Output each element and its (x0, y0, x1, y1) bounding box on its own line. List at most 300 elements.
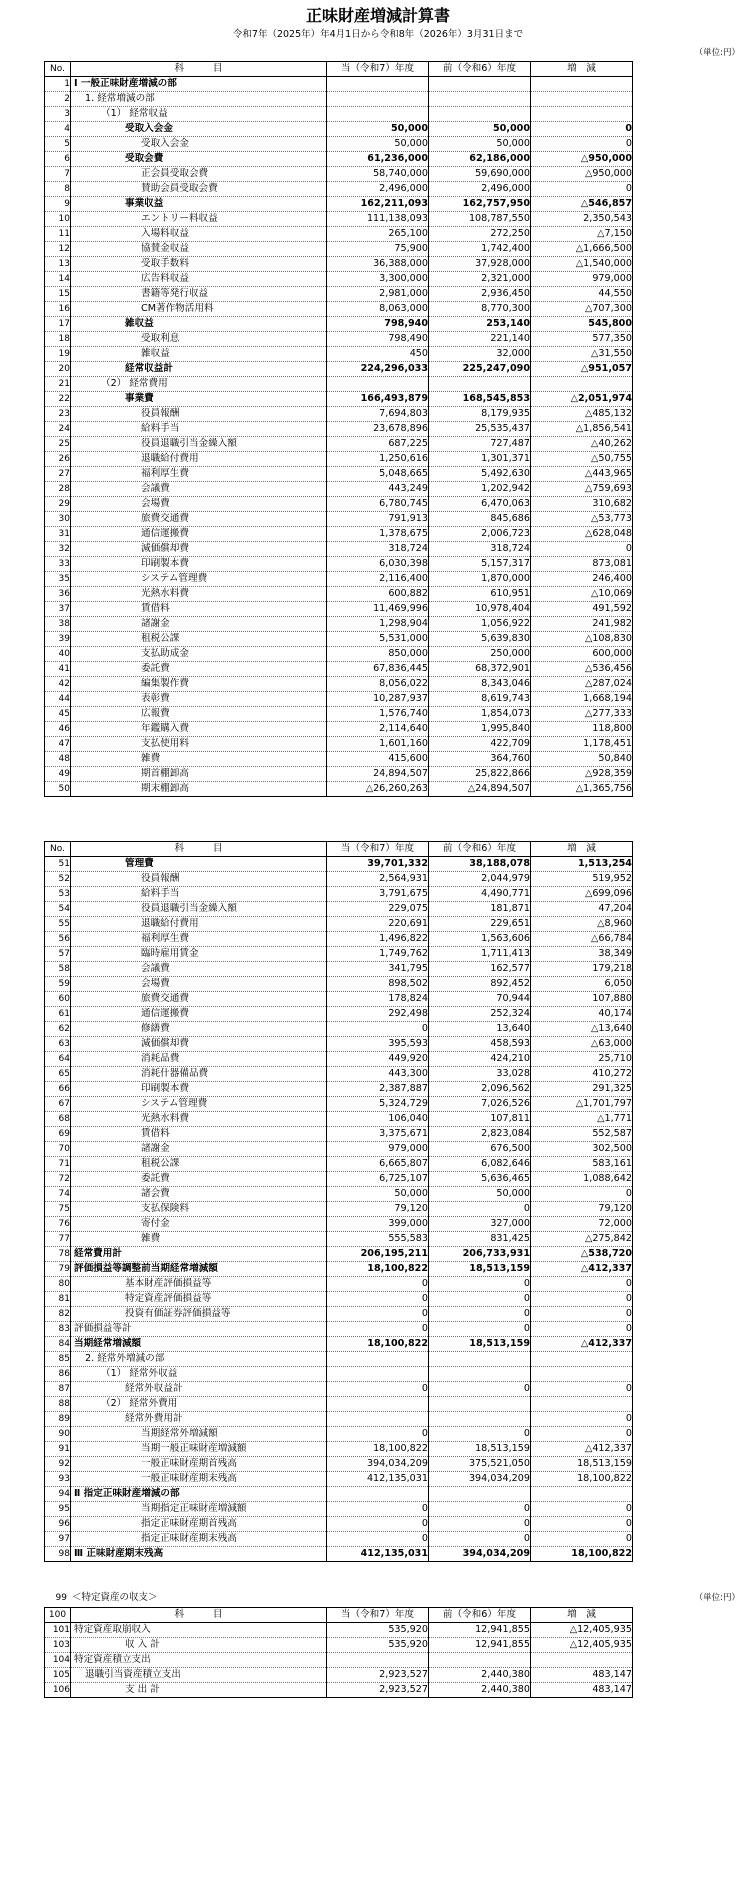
table-row (45, 1382, 633, 1397)
change-value: △1,666,500 (531, 242, 633, 257)
change-value: △13,640 (531, 1022, 633, 1037)
table-row (45, 1067, 633, 1082)
current-year-value: 50,000 (327, 1187, 429, 1202)
prior-year-value: 12,941,855 (429, 1638, 531, 1653)
change-value: 1,513,254 (531, 857, 633, 872)
current-year-value: 5,048,665 (327, 467, 429, 482)
row-number: 56 (45, 932, 71, 947)
prior-year-value: 318,724 (429, 542, 531, 557)
prior-year-value (429, 1487, 531, 1502)
row-label: 給料手当 (71, 422, 327, 437)
prior-year-value: 364,760 (429, 752, 531, 767)
change-value: 979,000 (531, 272, 633, 287)
prior-year-value: 59,690,000 (429, 167, 531, 182)
prior-year-value: 5,639,830 (429, 632, 531, 647)
row-number: 106 (45, 1683, 71, 1698)
row-label: 会議費 (71, 482, 327, 497)
table-row (45, 1262, 633, 1277)
row-label: 光熱水料費 (71, 587, 327, 602)
row-label: 通信運搬費 (71, 1007, 327, 1022)
row-number: 98 (45, 1547, 71, 1562)
table-row (45, 1202, 633, 1217)
row-number: 90 (45, 1427, 71, 1442)
row-number: 3 (45, 107, 71, 122)
row-number: 95 (45, 1502, 71, 1517)
row-label: 会議費 (71, 962, 327, 977)
change-value: 0 (531, 1517, 633, 1532)
row-number: 81 (45, 1292, 71, 1307)
row-number: 71 (45, 1157, 71, 1172)
row-number: 24 (45, 422, 71, 437)
current-year-value: 36,388,000 (327, 257, 429, 272)
table-row (45, 1217, 633, 1232)
current-year-value: 23,678,896 (327, 422, 429, 437)
table-row (45, 227, 633, 242)
change-value: 1,088,642 (531, 1172, 633, 1187)
current-year-value: 415,600 (327, 752, 429, 767)
table-row (45, 482, 633, 497)
statement-table-part1 (44, 61, 633, 797)
row-number: 37 (45, 602, 71, 617)
special-assets-heading: ＜特定資産の収支＞ (72, 1592, 158, 1603)
prior-year-value: 5,157,317 (429, 557, 531, 572)
current-year-value: 5,531,000 (327, 632, 429, 647)
row-number: 11 (45, 227, 71, 242)
current-year-value: 18,100,822 (327, 1442, 429, 1457)
current-year-value: 535,920 (327, 1623, 429, 1638)
row-label: 退職給付費用 (71, 917, 327, 932)
table-row (45, 1232, 633, 1247)
change-value (531, 377, 633, 392)
row-label: 事業費 (71, 392, 327, 407)
change-value: 0 (531, 1412, 633, 1427)
row-number: 20 (45, 362, 71, 377)
table-row (45, 362, 633, 377)
current-year-value: 10,287,937 (327, 692, 429, 707)
table-row (45, 977, 633, 992)
current-year-value: 0 (327, 1322, 429, 1337)
change-value: △63,000 (531, 1037, 633, 1052)
row-number: 103 (45, 1638, 71, 1653)
change-value: 118,800 (531, 722, 633, 737)
prior-year-value: 50,000 (429, 1187, 531, 1202)
prior-year-value: 8,619,743 (429, 692, 531, 707)
change-value: △1,856,541 (531, 422, 633, 437)
row-label: 受取入会金 (71, 137, 327, 152)
prior-year-value (429, 1352, 531, 1367)
current-year-value: 0 (327, 1022, 429, 1037)
row-label: 雑費 (71, 1232, 327, 1247)
change-value: 552,587 (531, 1127, 633, 1142)
row-number: 29 (45, 497, 71, 512)
row-label: エントリー料収益 (71, 212, 327, 227)
table-row (45, 467, 633, 482)
current-year-value: 229,075 (327, 902, 429, 917)
header-prior-year: 前（令和6）年度 (429, 1608, 531, 1623)
row-label: 諸謝金 (71, 1142, 327, 1157)
header-no: 100 (45, 1608, 71, 1623)
row-number: 39 (45, 632, 71, 647)
change-value: 179,218 (531, 962, 633, 977)
table-row (45, 542, 633, 557)
current-year-value: 0 (327, 1382, 429, 1397)
table-row (45, 422, 633, 437)
row-label: 雑収益 (71, 347, 327, 362)
change-value: △287,024 (531, 677, 633, 692)
change-value: 0 (531, 182, 633, 197)
current-year-value: 394,034,209 (327, 1457, 429, 1472)
current-year-value: 1,496,822 (327, 932, 429, 947)
row-label: 特定資産評価損益等 (71, 1292, 327, 1307)
prior-year-value: 38,188,078 (429, 857, 531, 872)
row-number: 27 (45, 467, 71, 482)
table-row (45, 122, 633, 137)
prior-year-value: 2,096,562 (429, 1082, 531, 1097)
change-value: △412,337 (531, 1337, 633, 1352)
change-value: 545,800 (531, 317, 633, 332)
current-year-value: 1,378,675 (327, 527, 429, 542)
row-number: 7 (45, 167, 71, 182)
row-number: 22 (45, 392, 71, 407)
prior-year-value: 2,006,723 (429, 527, 531, 542)
row-number: 33 (45, 557, 71, 572)
prior-year-value: 0 (429, 1322, 531, 1337)
current-year-value (327, 92, 429, 107)
row-number: 69 (45, 1127, 71, 1142)
prior-year-value: 2,936,450 (429, 287, 531, 302)
current-year-value: 979,000 (327, 1142, 429, 1157)
change-value: △699,096 (531, 887, 633, 902)
row-number: 68 (45, 1112, 71, 1127)
table-row (45, 347, 633, 362)
row-number: 104 (45, 1653, 71, 1668)
change-value: 50,840 (531, 752, 633, 767)
prior-year-value: 50,000 (429, 122, 531, 137)
prior-year-value: 831,425 (429, 1232, 531, 1247)
change-value: 583,161 (531, 1157, 633, 1172)
row-label: 賃借料 (71, 1127, 327, 1142)
row-number: 18 (45, 332, 71, 347)
current-year-value: 162,211,093 (327, 197, 429, 212)
row-label: Ⅲ 正味財産期末残高 (71, 1547, 327, 1562)
row-label: 印刷製本費 (71, 1082, 327, 1097)
row-number: 89 (45, 1412, 71, 1427)
current-year-value: 3,375,671 (327, 1127, 429, 1142)
row-label: 役員退職引当金繰入額 (71, 902, 327, 917)
table-row (45, 272, 633, 287)
row-number: 60 (45, 992, 71, 1007)
header-item: 科 目 (71, 1608, 327, 1623)
current-year-value: 449,920 (327, 1052, 429, 1067)
table-row (45, 1487, 633, 1502)
change-value: △8,960 (531, 917, 633, 932)
current-year-value: 791,913 (327, 512, 429, 527)
table-header-row (45, 842, 633, 857)
prior-year-value: 0 (429, 1427, 531, 1442)
change-value: △1,701,797 (531, 1097, 633, 1112)
row-number: 47 (45, 737, 71, 752)
prior-year-value: 253,140 (429, 317, 531, 332)
row-number-99: 99 (55, 1593, 67, 1603)
prior-year-value: 37,928,000 (429, 257, 531, 272)
row-label: 役員報酬 (71, 407, 327, 422)
change-value: △2,051,974 (531, 392, 633, 407)
current-year-value (327, 1412, 429, 1427)
current-year-value: 0 (327, 1292, 429, 1307)
current-year-value: 1,576,740 (327, 707, 429, 722)
row-number: 105 (45, 1668, 71, 1683)
current-year-value: 2,564,931 (327, 872, 429, 887)
prior-year-value: 33,028 (429, 1067, 531, 1082)
prior-year-value: 424,210 (429, 1052, 531, 1067)
row-label: 雑費 (71, 752, 327, 767)
table-row (45, 152, 633, 167)
change-value: △12,405,935 (531, 1638, 633, 1653)
table-row (45, 677, 633, 692)
change-value: △12,405,935 (531, 1623, 633, 1638)
table-row (45, 647, 633, 662)
table-row (45, 1412, 633, 1427)
current-year-value: 2,387,887 (327, 1082, 429, 1097)
row-label: 一般正味財産期末残高 (71, 1472, 327, 1487)
prior-year-value: 229,651 (429, 917, 531, 932)
row-label: 諸会費 (71, 1187, 327, 1202)
prior-year-value: 181,871 (429, 902, 531, 917)
current-year-value: 7,694,803 (327, 407, 429, 422)
row-label: （1） 経常外収益 (71, 1367, 327, 1382)
prior-year-value: 0 (429, 1532, 531, 1547)
row-number: 44 (45, 692, 71, 707)
current-year-value: 2,981,000 (327, 287, 429, 302)
table-row (45, 197, 633, 212)
prior-year-value: 0 (429, 1502, 531, 1517)
table-row (45, 632, 633, 647)
row-number: 77 (45, 1232, 71, 1247)
prior-year-value: 5,492,630 (429, 467, 531, 482)
current-year-value: 443,300 (327, 1067, 429, 1082)
current-year-value: 1,749,762 (327, 947, 429, 962)
row-label: 委託費 (71, 662, 327, 677)
row-label: 減価償却費 (71, 542, 327, 557)
table-row (45, 92, 633, 107)
prior-year-value: 1,301,371 (429, 452, 531, 467)
row-label: 期末棚卸高 (71, 782, 327, 797)
table-row (45, 437, 633, 452)
prior-year-value: 168,545,853 (429, 392, 531, 407)
row-label: 減価償却費 (71, 1037, 327, 1052)
current-year-value: 1,250,616 (327, 452, 429, 467)
table-row (45, 302, 633, 317)
row-label: 退職給付費用 (71, 452, 327, 467)
prior-year-value: 206,733,931 (429, 1247, 531, 1262)
table-row (45, 317, 633, 332)
change-value: 47,204 (531, 902, 633, 917)
change-value: 38,349 (531, 947, 633, 962)
prior-year-value: 8,343,046 (429, 677, 531, 692)
table-row (45, 1022, 633, 1037)
row-number: 74 (45, 1187, 71, 1202)
row-number: 96 (45, 1517, 71, 1532)
table-row (45, 242, 633, 257)
prior-year-value: 727,487 (429, 437, 531, 452)
table-row (45, 947, 633, 962)
change-value: △951,057 (531, 362, 633, 377)
current-year-value: 50,000 (327, 122, 429, 137)
row-number: 66 (45, 1082, 71, 1097)
change-value: 410,272 (531, 1067, 633, 1082)
row-label: Ⅰ 一般正味財産増減の部 (71, 77, 327, 92)
row-number: 80 (45, 1277, 71, 1292)
table-row (45, 1247, 633, 1262)
header-prior-year: 前（令和6）年度 (429, 842, 531, 857)
change-value: △928,359 (531, 767, 633, 782)
row-label: 広告料収益 (71, 272, 327, 287)
change-value: 0 (531, 122, 633, 137)
header-current-year: 当（令和7）年度 (327, 1608, 429, 1623)
current-year-value (327, 1352, 429, 1367)
row-number: 45 (45, 707, 71, 722)
row-label: 支 出 計 (71, 1683, 327, 1698)
change-value: △53,773 (531, 512, 633, 527)
prior-year-value (429, 107, 531, 122)
row-label: 書籍等発行収益 (71, 287, 327, 302)
row-number: 35 (45, 572, 71, 587)
row-number: 82 (45, 1307, 71, 1322)
row-label: 当期一般正味財産増減額 (71, 1442, 327, 1457)
change-value: △277,333 (531, 707, 633, 722)
change-value: △1,771 (531, 1112, 633, 1127)
current-year-value: 898,502 (327, 977, 429, 992)
prior-year-value: 107,811 (429, 1112, 531, 1127)
change-value: 0 (531, 1277, 633, 1292)
change-value: △7,150 (531, 227, 633, 242)
current-year-value: 6,665,807 (327, 1157, 429, 1172)
row-label: 2. 経常外増減の部 (71, 1352, 327, 1367)
row-number: 87 (45, 1382, 71, 1397)
table-row (45, 587, 633, 602)
row-number: 52 (45, 872, 71, 887)
current-year-value (327, 1487, 429, 1502)
current-year-value: 18,100,822 (327, 1337, 429, 1352)
row-number: 55 (45, 917, 71, 932)
row-label: 消耗品費 (71, 1052, 327, 1067)
row-number: 93 (45, 1472, 71, 1487)
row-label: 管理費 (71, 857, 327, 872)
current-year-value: 11,469,996 (327, 602, 429, 617)
current-year-value: 58,740,000 (327, 167, 429, 182)
prior-year-value: 68,372,901 (429, 662, 531, 677)
unit-label-2: （単位:円） (694, 1593, 740, 1603)
table-row (45, 1142, 633, 1157)
row-number: 92 (45, 1457, 71, 1472)
table-row (45, 167, 633, 182)
change-value: △275,842 (531, 1232, 633, 1247)
prior-year-value: 12,941,855 (429, 1623, 531, 1638)
change-value: 873,081 (531, 557, 633, 572)
row-number: 13 (45, 257, 71, 272)
current-year-value: 399,000 (327, 1217, 429, 1232)
row-number: 83 (45, 1322, 71, 1337)
row-label: 会場費 (71, 977, 327, 992)
table-row (45, 737, 633, 752)
current-year-value: 555,583 (327, 1232, 429, 1247)
prior-year-value: 50,000 (429, 137, 531, 152)
table-row (45, 1653, 633, 1668)
table-row (45, 1307, 633, 1322)
row-number: 65 (45, 1067, 71, 1082)
row-label: 賃借料 (71, 602, 327, 617)
table-row (45, 512, 633, 527)
current-year-value: 443,249 (327, 482, 429, 497)
table-row (45, 692, 633, 707)
row-number: 19 (45, 347, 71, 362)
prior-year-value: 2,496,000 (429, 182, 531, 197)
prior-year-value: 0 (429, 1517, 531, 1532)
table-row (45, 1172, 633, 1187)
change-value: △108,830 (531, 632, 633, 647)
change-value: 1,178,451 (531, 737, 633, 752)
row-label: 旅費交通費 (71, 992, 327, 1007)
change-value: 291,325 (531, 1082, 633, 1097)
current-year-value: 24,894,507 (327, 767, 429, 782)
header-current-year: 当（令和7）年度 (327, 842, 429, 857)
row-number: 75 (45, 1202, 71, 1217)
row-label: 福利厚生費 (71, 467, 327, 482)
row-number: 1 (45, 77, 71, 92)
row-number: 5 (45, 137, 71, 152)
current-year-value: 166,493,879 (327, 392, 429, 407)
row-label: 諸謝金 (71, 617, 327, 632)
current-year-value: 1,298,904 (327, 617, 429, 632)
current-year-value: 79,120 (327, 1202, 429, 1217)
table-row (45, 257, 633, 272)
change-value: 25,710 (531, 1052, 633, 1067)
prior-year-value: 0 (429, 1202, 531, 1217)
table-row (45, 1277, 633, 1292)
current-year-value: 2,496,000 (327, 182, 429, 197)
row-number: 32 (45, 542, 71, 557)
change-value: 44,550 (531, 287, 633, 302)
current-year-value: 450 (327, 347, 429, 362)
current-year-value: 0 (327, 1427, 429, 1442)
current-year-value: 6,780,745 (327, 497, 429, 512)
current-year-value: 8,056,022 (327, 677, 429, 692)
table-row (45, 857, 633, 872)
prior-year-value: 0 (429, 1307, 531, 1322)
change-value: △628,048 (531, 527, 633, 542)
table-row (45, 722, 633, 737)
row-label: 当期経常外増減額 (71, 1427, 327, 1442)
current-year-value: 224,296,033 (327, 362, 429, 377)
table-row (45, 1427, 633, 1442)
change-value: △950,000 (531, 167, 633, 182)
table-row (45, 1532, 633, 1547)
current-year-value: 3,300,000 (327, 272, 429, 287)
current-year-value: 6,030,398 (327, 557, 429, 572)
row-label: （2） 経常費用 (71, 377, 327, 392)
row-label: 役員退職引当金繰入額 (71, 437, 327, 452)
table-row (45, 212, 633, 227)
change-value: △1,540,000 (531, 257, 633, 272)
row-label: 修繕費 (71, 1022, 327, 1037)
row-label: 当期経常増減額 (71, 1337, 327, 1352)
prior-year-value: 250,000 (429, 647, 531, 662)
current-year-value: 2,114,640 (327, 722, 429, 737)
change-value: △50,755 (531, 452, 633, 467)
change-value: 0 (531, 1427, 633, 1442)
row-label: Ⅱ 指定正味財産増減の部 (71, 1487, 327, 1502)
current-year-value: 341,795 (327, 962, 429, 977)
